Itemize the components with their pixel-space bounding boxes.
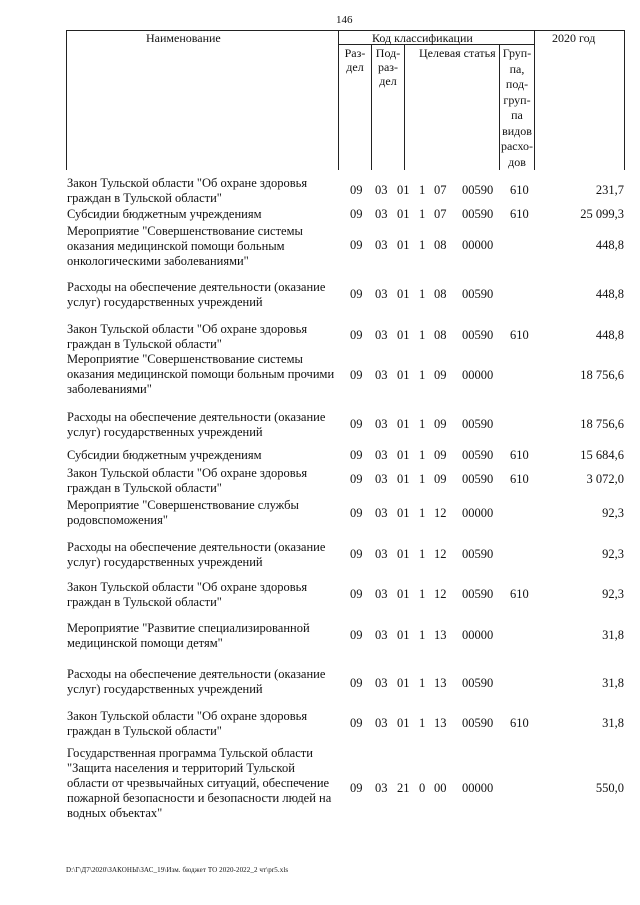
row-code-b: 0 <box>419 781 426 795</box>
row-code-b: 1 <box>419 448 426 462</box>
row-code-c: 13 <box>434 716 447 730</box>
row-code-b: 1 <box>419 587 426 601</box>
row-name: Расходы на обеспечение деятельности (оказание услуг) государственных учреждений <box>67 280 326 309</box>
row-code-a: 01 <box>397 716 410 730</box>
row-code-d: 00590 <box>462 547 494 561</box>
row-code-p: 03 <box>375 448 388 462</box>
row-code-p: 03 <box>375 328 388 342</box>
row-code-a: 01 <box>397 417 410 431</box>
row-code-c: 09 <box>434 368 447 382</box>
row-code-p: 03 <box>375 368 388 382</box>
row-amount: 231,7 <box>595 183 624 197</box>
row-code-b: 1 <box>419 472 426 486</box>
row-code-g: 610 <box>510 207 529 221</box>
row-code-p: 03 <box>375 287 388 301</box>
row-code-p: 03 <box>375 506 388 520</box>
row-code-g: 610 <box>510 587 529 601</box>
row-code-r: 09 <box>350 183 363 197</box>
row-amount: 31,8 <box>602 676 624 690</box>
header-code: Код классификации <box>372 31 473 45</box>
row-code-p: 03 <box>375 472 388 486</box>
row-code-a: 21 <box>397 781 410 795</box>
row-code-d: 00590 <box>462 328 494 342</box>
row-name: Субсидии бюджетным учреждениям <box>67 207 262 221</box>
row-code-d: 00000 <box>462 238 494 252</box>
header-group: Груп- па, под- груп- па видов расхо- дов <box>500 46 534 169</box>
row-code-c: 09 <box>434 448 447 462</box>
row-name: Расходы на обеспечение деятельности (оказание услуг) государственных учреждений <box>67 410 326 439</box>
row-amount: 92,3 <box>602 506 624 520</box>
row-amount: 3 072,0 <box>586 472 624 486</box>
row-code-r: 09 <box>350 328 363 342</box>
row-code-g: 610 <box>510 328 529 342</box>
row-name: Закон Тульской области "Об охране здоровья граждан в Тульской области" <box>67 709 308 738</box>
row-code-c: 00 <box>434 781 447 795</box>
row-code-g: 610 <box>510 448 529 462</box>
table-header <box>66 30 625 170</box>
row-code-b: 1 <box>419 547 426 561</box>
row-code-c: 12 <box>434 547 447 561</box>
row-code-b: 1 <box>419 417 426 431</box>
row-code-c: 13 <box>434 628 447 642</box>
row-code-b: 1 <box>419 676 426 690</box>
row-code-d: 00000 <box>462 628 494 642</box>
row-name: Мероприятие "Развитие специализированной медицинской помощи детям" <box>67 621 310 650</box>
row-code-d: 00590 <box>462 472 494 486</box>
row-code-g: 610 <box>510 183 529 197</box>
row-code-a: 01 <box>397 628 410 642</box>
row-code-a: 01 <box>397 506 410 520</box>
row-code-r: 09 <box>350 716 363 730</box>
row-code-b: 1 <box>419 368 426 382</box>
row-code-a: 01 <box>397 238 410 252</box>
row-code-a: 01 <box>397 587 410 601</box>
row-code-d: 00590 <box>462 587 494 601</box>
row-amount: 31,8 <box>602 716 624 730</box>
row-code-g: 610 <box>510 716 529 730</box>
row-amount: 92,3 <box>602 587 624 601</box>
row-amount: 15 684,6 <box>580 448 624 462</box>
row-amount: 448,8 <box>595 287 624 301</box>
row-code-b: 1 <box>419 506 426 520</box>
row-amount: 31,8 <box>602 628 624 642</box>
row-code-r: 09 <box>350 368 363 382</box>
header-target: Целевая статья <box>419 46 496 60</box>
row-code-b: 1 <box>419 287 426 301</box>
header-section: Раз- дел <box>344 46 366 74</box>
row-name: Мероприятие "Совершенствование системы оказания медицинской помощи больным онкологическими заболеваниями" <box>67 224 303 268</box>
row-code-p: 03 <box>375 547 388 561</box>
row-code-r: 09 <box>350 506 363 520</box>
row-code-b: 1 <box>419 716 426 730</box>
row-code-p: 03 <box>375 587 388 601</box>
row-code-r: 09 <box>350 781 363 795</box>
row-code-a: 01 <box>397 547 410 561</box>
row-code-d: 00590 <box>462 448 494 462</box>
row-code-r: 09 <box>350 472 363 486</box>
row-code-b: 1 <box>419 183 426 197</box>
row-code-p: 03 <box>375 417 388 431</box>
row-code-c: 07 <box>434 183 447 197</box>
row-code-r: 09 <box>350 207 363 221</box>
row-code-c: 08 <box>434 287 447 301</box>
file-path-footer: D:\Г\Д7\2020\ЗАКОНЫ\ЗАС_19\Изм. бюджет ТО 2020-2022_2 чт\pr5.xls <box>66 866 289 874</box>
row-code-p: 03 <box>375 628 388 642</box>
row-code-p: 03 <box>375 238 388 252</box>
row-code-c: 12 <box>434 587 447 601</box>
row-code-c: 09 <box>434 472 447 486</box>
row-code-r: 09 <box>350 676 363 690</box>
header-year: 2020 год <box>552 31 596 45</box>
row-code-d: 00590 <box>462 417 494 431</box>
row-amount: 18 756,6 <box>580 368 624 382</box>
row-code-r: 09 <box>350 587 363 601</box>
row-code-r: 09 <box>350 547 363 561</box>
row-code-d: 00000 <box>462 781 494 795</box>
row-code-d: 00590 <box>462 183 494 197</box>
row-code-a: 01 <box>397 676 410 690</box>
row-code-a: 01 <box>397 368 410 382</box>
row-code-d: 00590 <box>462 287 494 301</box>
row-code-p: 03 <box>375 207 388 221</box>
row-code-a: 01 <box>397 472 410 486</box>
row-code-r: 09 <box>350 287 363 301</box>
row-code-p: 03 <box>375 183 388 197</box>
row-name: Расходы на обеспечение деятельности (оказание услуг) государственных учреждений <box>67 667 326 696</box>
row-code-a: 01 <box>397 448 410 462</box>
row-code-d: 00590 <box>462 676 494 690</box>
row-name: Расходы на обеспечение деятельности (оказание услуг) государственных учреждений <box>67 540 326 569</box>
row-code-r: 09 <box>350 238 363 252</box>
row-code-r: 09 <box>350 417 363 431</box>
row-code-p: 03 <box>375 716 388 730</box>
row-code-g: 610 <box>510 472 529 486</box>
row-name: Субсидии бюджетным учреждениям <box>67 448 262 462</box>
row-code-d: 00000 <box>462 368 494 382</box>
row-name: Закон Тульской области "Об охране здоровья граждан в Тульской области" <box>67 466 308 495</box>
row-name: Закон Тульской области "Об охране здоровья граждан в Тульской области" <box>67 322 308 351</box>
row-code-d: 00590 <box>462 207 494 221</box>
row-code-b: 1 <box>419 328 426 342</box>
row-amount: 25 099,3 <box>580 207 624 221</box>
row-amount: 448,8 <box>595 328 624 342</box>
row-code-b: 1 <box>419 207 426 221</box>
row-code-p: 03 <box>375 781 388 795</box>
row-code-a: 01 <box>397 207 410 221</box>
row-code-c: 08 <box>434 238 447 252</box>
row-code-c: 12 <box>434 506 447 520</box>
row-code-a: 01 <box>397 287 410 301</box>
row-code-a: 01 <box>397 183 410 197</box>
row-name: Мероприятие "Совершенствование службы родовспоможения" <box>67 498 299 527</box>
header-subsection: Под- раз- дел <box>375 46 401 88</box>
row-code-b: 1 <box>419 628 426 642</box>
row-amount: 18 756,6 <box>580 417 624 431</box>
row-amount: 92,3 <box>602 547 624 561</box>
row-code-c: 09 <box>434 417 447 431</box>
page-number: 146 <box>336 14 353 26</box>
row-code-c: 08 <box>434 328 447 342</box>
row-name: Закон Тульской области "Об охране здоровья граждан в Тульской области" <box>67 580 308 609</box>
row-amount: 550,0 <box>595 781 624 795</box>
row-code-d: 00000 <box>462 506 494 520</box>
row-code-r: 09 <box>350 628 363 642</box>
row-code-r: 09 <box>350 448 363 462</box>
row-name: Государственная программа Тульской области "Защита населения и территорий Тульской области от чрезвычайных ситуаций, обеспечение пожарной безопасности и безопасности людей на водных объектах" <box>67 746 332 820</box>
row-name: Закон Тульской области "Об охране здоровья граждан в Тульской области" <box>67 176 308 205</box>
row-amount: 448,8 <box>595 238 624 252</box>
row-code-c: 13 <box>434 676 447 690</box>
header-name: Наименование <box>146 31 221 45</box>
row-code-a: 01 <box>397 328 410 342</box>
row-name: Мероприятие "Совершенствование системы оказания медицинской помощи больным прочими заболеваниями" <box>67 352 335 396</box>
row-code-b: 1 <box>419 238 426 252</box>
row-code-c: 07 <box>434 207 447 221</box>
row-code-d: 00590 <box>462 716 494 730</box>
row-code-p: 03 <box>375 676 388 690</box>
